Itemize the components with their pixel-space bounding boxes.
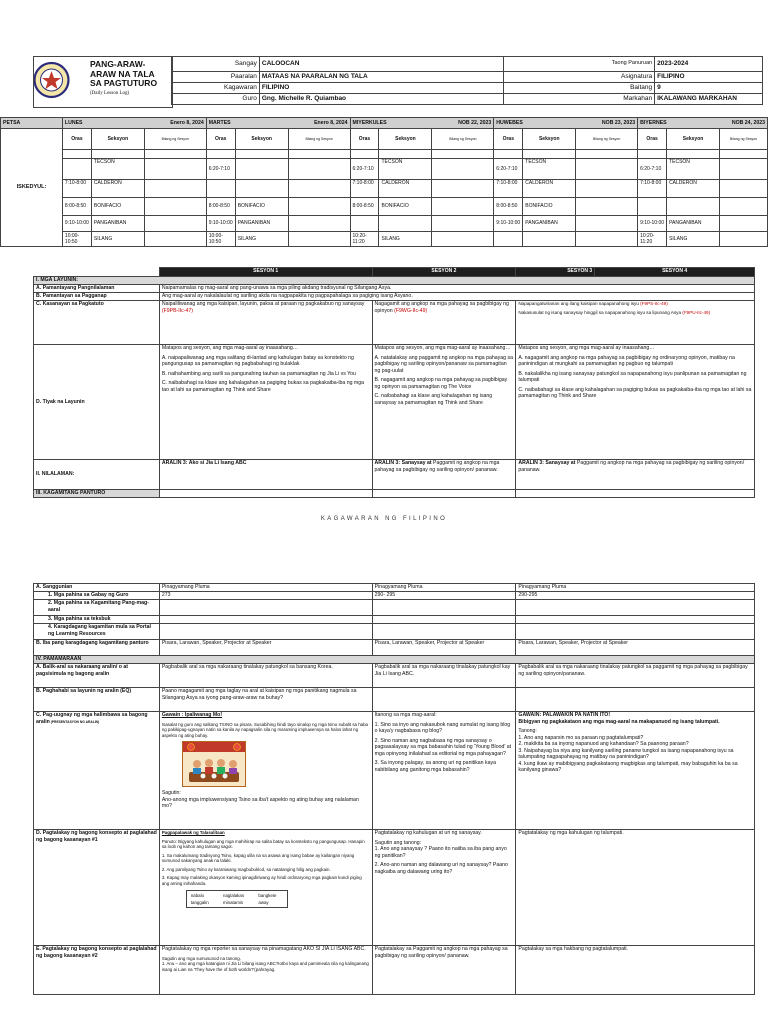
table-cell: 8:00-8:50 (494, 198, 523, 216)
content-1: ARALIN 3: Ako si Jia Li Isang ABC (159, 460, 372, 490)
text: Pagpapalawak ng Talasalitaan (161, 830, 225, 835)
table-cell (720, 216, 768, 232)
header-row: Paaralan MATAAS NA PAARALAN NG TALA Asignatura FILIPINO (172, 72, 763, 83)
text: A. naipapaliwanag ang mga salitang di-lantad ang kahulugan batay sa konstekto ng pangungusap sa pamamagitan ng pagbabahagi ng bulaklak (161, 354, 354, 367)
table-cell: TECSON (523, 159, 576, 180)
table-cell (576, 232, 638, 247)
table-cell (432, 180, 494, 198)
table-cell: 290-295 (516, 592, 755, 600)
dll-subtitle: (Daily Lesson Log) (90, 90, 130, 96)
text: Matapos ang sesyon, ang mga mag-aaral ay inaasahang… (374, 345, 511, 351)
dll-title (90, 60, 157, 98)
word-option: tanggalin (190, 899, 209, 905)
schedule-col-header-row: ISKEDYUL: Oras Seksyon Bilang ng Sesyon Oras Seksyon Bilang ng Sesyon Oras Seksyon Bilang ng Sesyon Oras Seksyon Bilang ng Sesyon Oras Seksyon Bilang ng Sesyon (1, 129, 768, 150)
table-cell: TECSON (91, 159, 144, 180)
word-option: minatamis (223, 899, 244, 905)
text: 1. Sino sa inyo ang nakasubok nang sumulat ng isang blog o kaya'y nagbabasa ng blog? (374, 721, 511, 734)
schedule-row (1, 216, 768, 232)
table-cell: 6:20-7:10 (206, 159, 235, 180)
table-cell (288, 180, 350, 198)
word-option: naglalakas (223, 893, 245, 898)
text: Enero 8, 2024 (170, 119, 204, 126)
table-cell (379, 150, 432, 159)
table-cell (379, 216, 432, 232)
table-cell (144, 232, 206, 247)
table-cell (372, 490, 516, 498)
procedure-row: B. Paghahabi sa layunin ng aralin (EQ) Paano magagamit ang mga taglay na aral at kaisipan ng mga panitikang nagmula sa Silangang Asya sa iyong pang-araw-araw na buhay? (34, 688, 755, 712)
schedule-row (1, 150, 768, 159)
table-cell: 9:10-10:00 (494, 216, 523, 232)
table-cell (372, 600, 516, 616)
table-cell (34, 268, 160, 277)
text: GAWAIN: PALAWAKIN PA NATIN ITO! (518, 712, 611, 718)
text: Enero 8, 2024 (314, 119, 348, 126)
table-cell (516, 490, 755, 498)
text: Sagutin: (161, 790, 181, 796)
text: ARALIN 3: Sanaysay at (518, 460, 576, 466)
procedure-row: E. Pagtalakay ng bagong konsepto at paglalahad ng bagong kasanayan #2 Pagtatalakay ng mga reporter sa sanaysay na pinamagatang AKO SI JIA LI ISANG ABC. Sagutin ang mga sumusunod na tanong. 1. Anu – ano ang mga katangian ni Jia Li bilang isang ABC?Iotbo kaya and pamimeala nila ng kalinganang isang ai Lian na 'They have the of both worlds?'(pahrayag. Pagtatalakay sa Paggamit ng angkop na mga pahayag sa pagbibigay ng sariling opinyon/ pananaw. Pagtalakay sa mga hakbang ng pagtatalumpati. (34, 946, 755, 995)
text: C. naibabahagi sa klase ang kahalagahan sa pagiging bukas sa pagkakaiba-iba ng mga tao at lahi sa pamamagitan ng Think and Share (518, 386, 752, 399)
text: 3. Naipahayag ba niya ang kanilyang sariling pananw tungkol sa isang napapanahong isyu sa talumpating nagpapahayag ng matibay na paninindigan? (518, 747, 734, 760)
table-cell (235, 150, 288, 159)
text: A. natatalakay ang paggamit ng angkop na mga pahayag sa pagbibigay ng sariling opinyon/pananaw sa pamamagitan ng pag-uulat (374, 354, 513, 374)
text: C. naibabahagi sa klase ang kahalagahan ng isang sanaysay sa pamamagitan ng Think and Share (374, 393, 493, 406)
table-cell (667, 198, 720, 216)
header-table (171, 56, 763, 105)
text: ARAW NA TALA (90, 68, 155, 79)
text: Napapangatwiranan ang ilang kaisipan napapanahong isyu (518, 301, 639, 306)
table-cell: Pisara, Larawan, Speaker, Projector at Speaker (372, 640, 516, 656)
table-cell (372, 616, 516, 624)
lesson-table (33, 267, 755, 498)
day-header (350, 118, 494, 129)
section-row (34, 490, 755, 498)
table-cell (432, 232, 494, 247)
session-header-row (34, 268, 755, 277)
table-cell (159, 624, 372, 640)
table-cell (720, 198, 768, 216)
text: Itanong sa mga mag-aaral: (374, 712, 437, 718)
text: 2. Ang pamilyang Tsino ay karaniwang magbubuklod, sa natatanging hilig ang pagkain. (161, 866, 331, 872)
table-cell (91, 150, 144, 159)
text: Paggamit ng angkop na mga pahayag sa pagbibigay ng sariling opinyon/ pananaw. (518, 460, 745, 473)
procedure-row (34, 712, 755, 830)
session-header: SESYON 4 (595, 268, 755, 277)
table-cell (288, 159, 350, 180)
table-cell (523, 150, 576, 159)
text: Panuto: Bigyang kahulugan ang mga mahihirap na salita batay sa konsteksto ng pangungusap. Hanapin sa loob ng kahon ang tamang sagot. (161, 838, 365, 849)
text (518, 310, 752, 316)
table-cell (432, 159, 494, 180)
department-footer: KAGAWARAN NG FILIPINO (320, 516, 448, 522)
day-header (638, 118, 768, 129)
table-cell: CALDERON (523, 180, 576, 198)
table-cell (516, 600, 755, 616)
session-header: SESYON 2 (372, 268, 516, 277)
text: Matapos ang sesyon, ang mga mag-aaral ay inaasahang… (518, 345, 655, 351)
table-cell: PANGANIBAN (667, 216, 720, 232)
text: 1. Ano ang naparsin mo sa paraan ng pagtatalumpati? (518, 734, 644, 741)
table-cell: 8:00-8:50 (62, 198, 91, 216)
text: Matapos ang sesyon, ang mga mag-aaral ay inaasahang… (161, 345, 298, 351)
text: LUNES (64, 119, 83, 126)
text: PANG-ARAW- (90, 59, 146, 69)
table-cell (432, 216, 494, 232)
table-cell: 6:20-7:10 (350, 159, 379, 180)
objective-row: B. Pamantayan sa Pagganap Ang mag-aaral ay nakalalaulat ng sariling akda na nagpapakita ng pagpapahalaga sa pagiging isang Asyano. (34, 293, 755, 301)
table-cell: PANGANIBAN (235, 216, 288, 232)
table-cell (720, 180, 768, 198)
table-cell: CALDERON (667, 180, 720, 198)
reference-row: B. Iba pang karagdagang kagamitang panturo Pisara, Larawan, Speaker, Projector at Speaker Pisara, Larawan, Speaker, Projector at Speaker Pisara, Larawan, Speaker, Projector at Speaker (34, 640, 755, 656)
text: Sagutin ang tanong: (374, 839, 422, 846)
table-cell (288, 232, 350, 247)
text: MARTES (208, 119, 231, 126)
table-cell (62, 159, 91, 180)
text: 3. Kapag may malaking okasyon kaming ipinagdiriwang ay hindi ordinaryong mga pagkain kundi piging ang aming inihahanda. (161, 875, 362, 886)
text: 2. Sino naman ang nagbabasa ng mga sanaysay o pagsasalaysay sa mga babasahin tulad ng 'Young Blood' at mga opinyong inilalahad sa editorial ng mga pahayagan? (374, 737, 512, 757)
table-cell: BONIFACIO (379, 198, 432, 216)
table-cell: Pisara, Larawan, Speaker, Projector at Speaker (516, 640, 755, 656)
text: C. Pag-uugnay ng mga halimbawa sa bagong aralin (36, 712, 148, 725)
text: C. naibabahagi sa klase ang kahalagahan sa pagiging bukas sa pagkakaiba-iba ng mga tao at lahi sa pamamagitan ng Think and Share (161, 380, 365, 393)
table-cell (159, 600, 372, 616)
competency-3 (516, 301, 755, 345)
table-cell (576, 180, 638, 198)
text: HUWEBES (496, 119, 523, 126)
table-cell (638, 198, 667, 216)
table-cell: Pinagyamang Pluma (159, 584, 372, 592)
text: (F9PB-IIc-47) (161, 307, 193, 314)
table-cell: Paano magagamit ang mga taglay na aral at kaisipan ng mga panitikang nagmula sa Silangang Asya sa iyong pang-araw-araw na buhay? (159, 688, 372, 712)
text (518, 301, 752, 307)
table-cell: Pinagyamang Pluma (372, 584, 516, 592)
text: 2. Ano-ano naman ang dalawang uri ng sanaysay? Paano nagkaiba ang dalawang uring ito? (374, 862, 508, 875)
table-cell: 8:00-8:50 (206, 198, 235, 216)
reference-row: 3. Mga pahina sa teksbuk (34, 616, 755, 624)
table-cell (523, 232, 576, 247)
table-cell (372, 624, 516, 640)
table-cell: Pagbabalik aral sa mga nakaraang tinalakay patungkol sa paggamit ng mga pahayag sa pagbibigay ng sariling opinyon/pananaw. (516, 664, 755, 688)
table-cell: Pagbabalik aral sa mga nakaraang tinalakay patungkol kay Jia Li Isang ABC. (372, 664, 516, 688)
table-cell (576, 159, 638, 180)
gawain-ipaliwanag (159, 712, 372, 830)
itanong-mag-aaral (372, 712, 516, 830)
day-header (62, 118, 206, 129)
content-row: II. NILALAMAN: ARALIN 3: Ako si Jia Li Isang ABC ARALIN 3: Sanaysay at Paggamit ng angkop na mga pahayag sa pagbibigay ng sariling opinyon/ pananaw. ARALIN 3: Sanaysay at Paggamit ng angkop na mga pahayag sa pagbibigay ng sariling opinyon/ pananaw. (34, 460, 755, 490)
table-cell (494, 232, 523, 247)
text: A. nagagamit ang angkop na mga pahayag sa pagbibigay ng ordinaryong opinyon, matibay na paninindigan at mungkahi sa pamamagitan ng pagbuo ng talumpati (518, 354, 735, 367)
table-cell: PANGANIBAN (523, 216, 576, 232)
table-cell (144, 198, 206, 216)
table-cell: 10:00-10:50 (206, 232, 235, 247)
reference-row: 1. Mga pahina sa Gabay ng Guro 273 290- 295 290-295 (34, 592, 755, 600)
table-cell (288, 198, 350, 216)
table-cell: 7:10-8:00 (638, 180, 667, 198)
word-option: away (258, 899, 269, 905)
objective-row: A. Pamantayang Pangnilalaman Naipamamalas ng mag-aaral ang pang-unawa sa mga piling akdang tradisyunal ng Silangang Asya. (34, 285, 755, 293)
table-cell (206, 180, 235, 198)
word-box (186, 890, 288, 908)
text: (F9PU-IIc-49) (682, 309, 711, 315)
table-cell (576, 216, 638, 232)
text: 1. Anu – ano ang mga katangian ni Jia Li bilang isang ABC?Iotbo kaya and pamimeala nila ng kalinganang isang ai Lian na 'They have the of both worlds?'(pahrayag. (161, 961, 369, 972)
table-cell (432, 198, 494, 216)
table-cell (159, 490, 372, 498)
table-cell: CALDERON (91, 180, 144, 198)
table-cell: BONIFACIO (523, 198, 576, 216)
table-cell (144, 159, 206, 180)
table-cell (288, 150, 350, 159)
text: Ano-anong mga impluwensiyang Tsino sa iba't aspekto ng ating buhay ang nalalaman mo? (161, 796, 359, 809)
table-cell (350, 216, 379, 232)
reference-row: A. Sanggunian Pinagyamang Pluma Pinagyamang Pluma Pinagyamang Pluma (34, 584, 755, 592)
text: Gawain : Ipaliwanag Mo! (161, 712, 223, 718)
schedule-day-row (1, 118, 768, 129)
table-cell: 7:10-8:00 (350, 180, 379, 198)
table-cell: SILANG (379, 232, 432, 247)
reference-row: 4. Karagdagang kagamitan mula sa Portal ng Learning Resources (34, 624, 755, 640)
text: (PRESENTASYON NG ARALIN) (49, 719, 100, 724)
petsa-label: PETSA (1, 118, 63, 129)
content-2 (372, 460, 516, 490)
table-cell: 273 (159, 592, 372, 600)
text: B. nakalalikha ng isang sanaysay patungkol sa napapanahong isyu panlipunan sa pamamagitan ng talumpati (518, 370, 747, 383)
competency-2 (372, 301, 516, 345)
table-cell: SILANG (667, 232, 720, 247)
table-cell (144, 150, 206, 159)
text: Isasalat ng guro ang salitang TSINO sa pisara. Susabihing hindi tayo sinalop ng mga tsino subalit sa haba ng pakikipag-ugnayan natin sa kanila ay napagsalin sila ng maraming impluwensya sa halos lahat ng aspekto ng ating buhay. (161, 721, 368, 738)
specific-objectives-2 (372, 345, 516, 460)
pamamaraan-heading: IV. PAMAMARAAN (34, 656, 755, 664)
text: NOB 23, 2023 (601, 119, 636, 126)
schedule-row (1, 198, 768, 216)
table-cell (144, 180, 206, 198)
table-cell (720, 159, 768, 180)
iskedyul-label: ISKEDYUL: (1, 129, 63, 247)
table-cell: 6:20-7:10 (638, 159, 667, 180)
table-cell (144, 216, 206, 232)
procedure-table (33, 583, 755, 995)
text: 2. makikita ba sa inyong napanuod ang kahandaan? Sa paanong paraan? (518, 741, 689, 747)
table-cell (638, 150, 667, 159)
text: (F9WG-IIc-49) (394, 307, 428, 314)
text: 3. Sa inyong palagay, sa anong uri ng panitikan kaya nabibilang ang ganitong mga babasahin? (374, 760, 496, 773)
text: SA PAGTUTURO (90, 78, 158, 88)
section-row (34, 656, 755, 664)
kagamitan-heading: III. KAGAMITANG PANTURO (34, 490, 160, 498)
table-cell: 290- 295 (372, 592, 516, 600)
text: Paggamit ng angkop na mga pahayag sa pagbibigay ng sariling opinyon/ pananaw. (374, 460, 500, 473)
table-cell: SILANG (91, 232, 144, 247)
table-cell (494, 150, 523, 159)
table-cell: 7:10-8:00 (494, 180, 523, 198)
table-cell: BONIFACIO (91, 198, 144, 216)
text: Nakasusulat ng isang sanaysay hinggil sa napapanahong isyu sa lipunang Asya (518, 309, 682, 315)
schedule-row (1, 232, 768, 247)
text: Sagutin ang mga sumusunod na tanong. (161, 955, 241, 961)
table-cell (720, 232, 768, 247)
text: Nagagamit ang angkop na mga pahayag sa pagbibigay ng opinyon (374, 301, 509, 314)
table-cell (62, 150, 91, 159)
session-header: SESYON 1 (159, 268, 372, 277)
text: Pagtatalakay ng kahulugan at uri ng sanaysay. (374, 830, 482, 836)
text: Tanong: (518, 728, 537, 734)
objective-row: C. Kasanayan sa Pagkatuto Naipaliliwanag ang mga kaisipan, layunin, paksa at paraan ng pagkakabuo ng sanaysay (F9PB-IIc-47) Nagagamit ang angkop na mga pahayag sa pagbibigay ng opinyon (F9WG-IIc-49) Napapangatwiranan ang ilang kaisipan napapanahong isyu (F9PS-IIc-49) Nakasusulat ng isang sanaysay hinggil sa napapanahong isyu sa lipunang Asya (F9PU-IIc-49) (34, 301, 755, 345)
table-cell (159, 616, 372, 624)
text: ARALIN 3: Sanaysay at (374, 460, 432, 466)
specific-objectives-1 (159, 345, 372, 460)
text: NOB 22, 2023 (458, 119, 492, 126)
talasalitaan (159, 830, 372, 946)
table-cell: 6:20-7:10 (494, 159, 523, 180)
table-cell: TECSON (667, 159, 720, 180)
text: B. naihahambing ang sarili sa pangunahing tauhan sa pamamagitan ng Jia Li vs You (161, 370, 356, 377)
schedule-row (1, 159, 768, 180)
competency-1 (159, 301, 372, 345)
text: B. nagagamit ang angkop na mga pahayag sa pagbibigay ng opinyon sa pamamagitan ng The Voice (374, 377, 508, 390)
procedure-row: A. Balik-aral sa nakaraang aralin/ o at pagsisimula ng bagong aralin Pagbabalik aral sa mga nakaraang tinalakay patungkol sa bansang Korea. Pagbabalik aral sa mga nakaraang tinalakay patungkol kay Jia Li Isang ABC. Pagbabalik aral sa mga nakaraang tinalakay patungkol sa paggamit ng mga pahayag sa pagbibigay ng sariling opinyon/pananaw. (34, 664, 755, 688)
table-cell: PANGANIBAN (91, 216, 144, 232)
text: NOB 24, 2023 (731, 119, 765, 126)
reporter-talakay (159, 946, 372, 995)
table-cell: Pagbabalik aral sa mga nakaraang tinalakay patungkol sa bansang Korea. (159, 664, 372, 688)
text: 1. Ano ang sanaysay ? Paano ito naiiba sa iba pang anyo ng panitikan? (374, 846, 507, 859)
table-cell: 10:20-11:20 (638, 232, 667, 247)
layunin-heading: I. MGA LAYUNIN: (34, 277, 755, 285)
schedule-row (1, 180, 768, 198)
table-cell (516, 624, 755, 640)
gawain-palawakin (516, 712, 755, 830)
specific-objectives-3 (516, 345, 755, 460)
text: Pagtatalakay ng mga reporter sa sanaysay na pinamagatang AKO SI JIA LI ISANG ABC. (161, 946, 366, 952)
table-cell: 7:10-8:00 (62, 180, 91, 198)
text: 1. Sa makalumang tradisyong Tsino, kapag ulila na sa asawa ang isang babae ay kailangan niyang sumunod sakanyang anak na lalaki. (161, 852, 355, 863)
header-row: Guro Gng. Michelle R. Quiambao Markahan IKALAWANG MARKAHAN (172, 94, 763, 105)
table-cell: Pinagyamang Pluma (516, 584, 755, 592)
table-cell: TECSON (379, 159, 432, 180)
word-option: bangkete (258, 893, 277, 898)
table-cell: 10:00-10:50 (62, 232, 91, 247)
table-cell (288, 216, 350, 232)
table-cell (516, 688, 755, 712)
table-cell: 9:10-10:00 (638, 216, 667, 232)
text: (F9PS-IIc-49) (640, 301, 668, 306)
sanaysay-talakay (372, 830, 516, 946)
objective-row: D. Tiyak na Layunin Matapos ang sesyon, ang mga mag-aaral ay inaasahang… A. naipapaliwanag ang mga salitang di-lantad ang kahulugan batay sa konstekto ng pangungusap sa pamamagitan ng pagbabahagi ng bulaklak B. naihahambing ang sarili sa pangunahing tauhan sa pamamagitan ng Jia Li vs You C. naibabahagi sa klase ang kahalagahan sa pagiging bukas sa pagkakaiba-iba ng mga tao at lahi sa pamamagitan ng Think and Share Matapos ang sesyon, ang mga mag-aaral ay inaasahang… A. natatalakay ang paggamit ng angkop na mga pahayag sa pagbibigay ng sariling opinyon/pananaw sa pamamagitan ng pag-uulat B. nagagamit ang angkop na mga pahayag sa pagbibigay ng opinyon sa pamamagitan ng The Voice C. naibabahagi sa klase ang kahalagahan ng isang sanaysay sa pamamagitan ng Think and Share Matapos ang sesyon, ang mga mag-aaral ay inaasahang… A. nagagamit ang angkop na mga pahayag sa pagbibigay ng ordinaryong opinyon, matibay na paninindigan at mungkahi sa pamamagitan ng pagbuo ng talumpati B. nakalalikha ng isang sanaysay patungkol sa napapanahong isyu panlipunan sa pamamagitan ng talumpati C. naibabahagi sa klase ang kahalagahan sa pagiging bukas sa pagkakaiba-iba ng mga tao at lahi sa pamamagitan ng Think and Share (34, 345, 755, 460)
section-row (34, 277, 755, 285)
table-cell: 10:20-11:20 (350, 232, 379, 247)
table-cell: 8:00-8:50 (350, 198, 379, 216)
procedure-row: D. Pagtalakay ng bagong konsepto at paglalahad ng bagong kasanayan #1 Pagpapalawak ng Talasalitaan Panuto: Bigyang kahulugan ang mga mahihirap na salita batay sa konsteksto ng pangungusap. Hanapin sa loob ng kahon ang tamang sagot. 1. Sa makalumang tradisyong Tsino, kapag ulila na sa asawa ang isang babae ay kailangan niyang sumunod sakanyang anak na lalaki. 2. Ang pamilyang Tsino ay karaniwang magbubuklod, sa natatanging hilig ang pagkain. 3. Kapag may malaking okasyon kaming ipinagdiriwang ay hindi ordinaryong mga pagkain kundi piging ang aming inihahanda. nabalo naglalakas bangkete tanggalin minatamis away Pagtatalakay ng kahulugan at uri ng sanaysay. Sagutin ang tanong: 1. Ano ang sanaysay ? Paano ito naiiba sa iba pang anyo ng panitikan? 2. Ano-ano naman ang dalawang uri ng sanaysay? Paano nagkaiba ang dalawang uring ito? Pagtatalakay ng mga kahulugan ng talumpati. (34, 830, 755, 946)
table-cell: BONIFACIO (235, 198, 288, 216)
table-cell (576, 150, 638, 159)
table-cell: Pisara, Larawan, Speaker, Projector at Speaker (159, 640, 372, 656)
chinese-celebration-illustration (182, 741, 246, 787)
table-cell (235, 180, 288, 198)
table-cell (576, 198, 638, 216)
reference-row: 2. Mga pahina sa Kagamitang Pang-mag-aaral (34, 600, 755, 616)
table-cell (432, 150, 494, 159)
header-row: Sangay CALOOCAN Taong Panuruan 2023-2024 (172, 57, 763, 72)
day-header (494, 118, 638, 129)
header-row: Kagawaran FILIPINO Baitang 9 (172, 83, 763, 94)
table-cell (350, 150, 379, 159)
table-cell: 9:10-10:00 (62, 216, 91, 232)
session-header: SESYON 3 (516, 268, 595, 277)
table-cell (206, 150, 235, 159)
schedule-table (0, 117, 768, 247)
text: Bibigyan ng pagkakataon ang mga mag-aaral na makapanuod ng isang talumpati. (518, 718, 720, 725)
table-cell: SILANG (235, 232, 288, 247)
text: 4. kung ikaw ay mabibigyang pagkakataong magbigkas ang talumpati, may babaguhin ka ba sa kanilyang ginawa? (518, 760, 738, 773)
content-3 (516, 460, 755, 490)
table-cell (372, 688, 516, 712)
word-option: nabalo (190, 893, 205, 898)
text: BIYERNES (640, 119, 667, 126)
table-cell: 9:10-10:00 (206, 216, 235, 232)
table-cell (235, 159, 288, 180)
table-cell: CALDERON (379, 180, 432, 198)
table-cell (516, 616, 755, 624)
table-cell (667, 150, 720, 159)
table-cell (720, 150, 768, 159)
text: Naipaliliwanag ang mga kaisipan, layunin, paksa at paraan ng pagkakabuo ng sanaysay (161, 301, 365, 307)
day-header (206, 118, 350, 129)
text: MIYERKULES (352, 119, 387, 126)
